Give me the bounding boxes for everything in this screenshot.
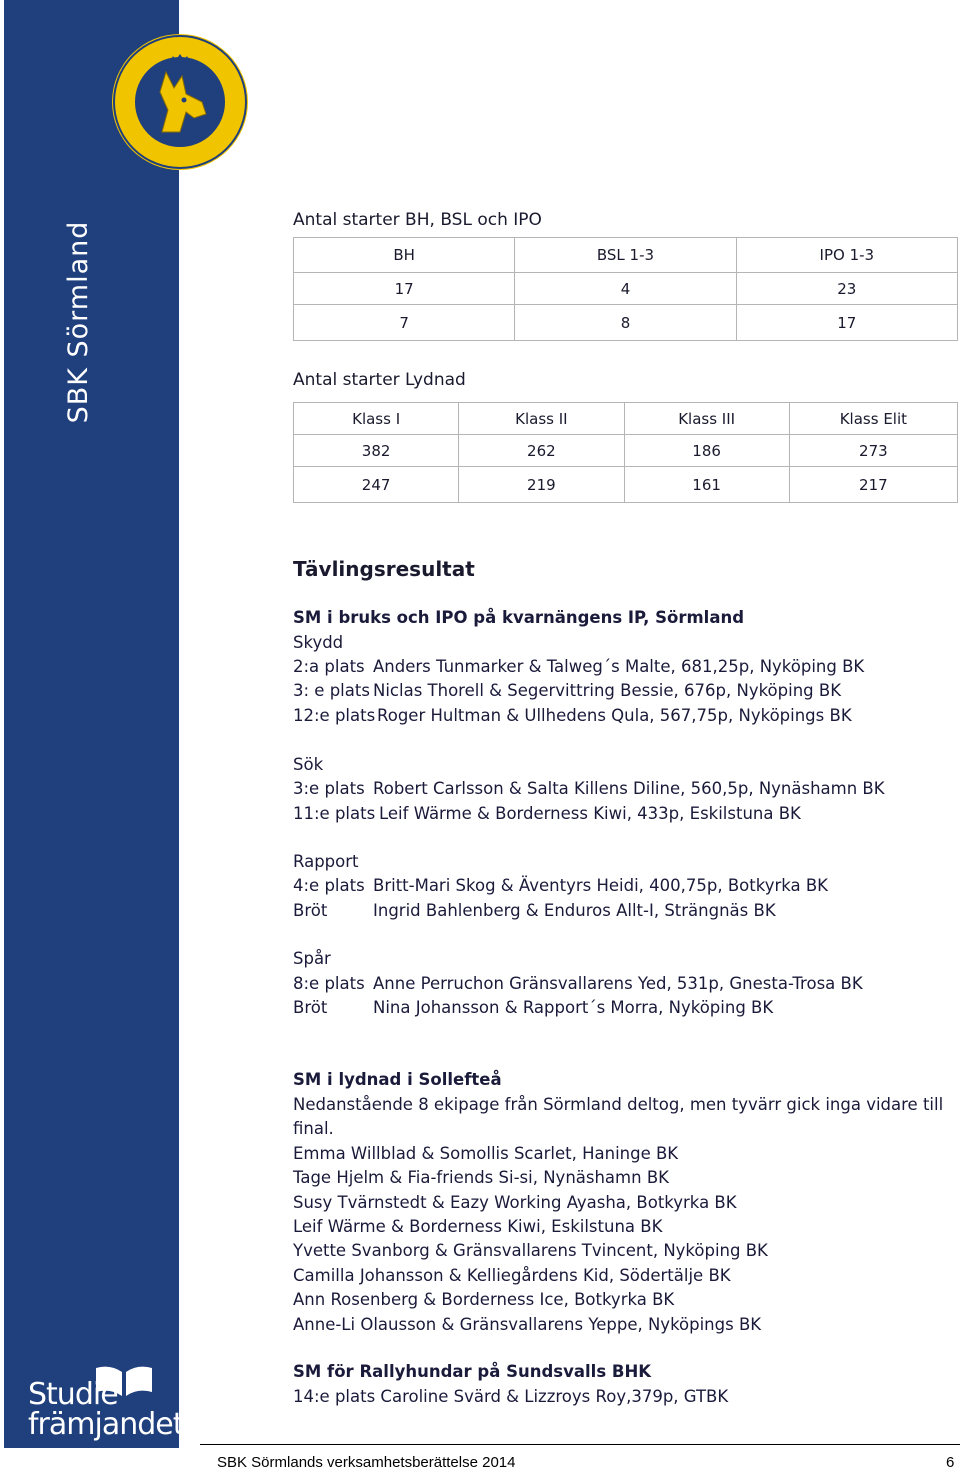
result-text: Anne Perruchon Gränsvallarens Yed, 531p, Gnesta-Trosa BK [373, 974, 863, 993]
result-place: 2:a plats [293, 657, 365, 676]
list-item: Yvette Svanborg & Gränsvallarens Tvincent, Nyköping BK [293, 1241, 768, 1260]
table-header-cell: Klass I [294, 403, 459, 435]
table-cell: 7 [294, 305, 515, 341]
table-cell: 247 [294, 467, 459, 503]
result-text: Britt-Mari Skog & Äventyrs Heidi, 400,75p, Botkyrka BK [373, 876, 829, 895]
result-text: Robert Carlsson & Salta Killens Diline, 560,5p, Nynäshamn BK [373, 779, 885, 798]
spar-label: Spår [293, 949, 331, 968]
table-cell: 382 [294, 435, 459, 467]
result-place: Bröt [293, 901, 328, 920]
table-cell: 17 [294, 273, 515, 305]
sm-rally-heading: SM för Rallyhundar på Sundsvalls BHK [293, 1362, 652, 1381]
list-item: Camilla Johansson & Kelliegårdens Kid, Södertälje BK [293, 1266, 731, 1285]
results-title: Tävlingsresultat [293, 557, 475, 581]
table-cell: 23 [736, 273, 957, 305]
sm-lydnad-intro-cont: final. [293, 1119, 334, 1138]
sm-lydnad-heading: SM i lydnad i Sollefteå [293, 1070, 502, 1089]
table-cell: 219 [459, 467, 624, 503]
table1-heading: Antal starter BH, BSL och IPO [293, 210, 542, 230]
list-item: Emma Willblad & Somollis Scarlet, Haninge BK [293, 1144, 679, 1163]
result-row [293, 657, 865, 676]
table2-heading: Antal starter Lydnad [293, 370, 466, 390]
table-cell: 273 [789, 435, 957, 467]
table-cell: 4 [515, 273, 736, 305]
sbk-seal-icon [110, 32, 250, 172]
result-row [293, 974, 863, 993]
list-item: Anne-Li Olausson & Gränsvallarens Yeppe, Nyköpings BK [293, 1315, 762, 1334]
result-row [293, 876, 829, 895]
page-number: 6 [946, 1454, 955, 1471]
sidebar-title: SBK Sörmland [63, 220, 94, 424]
sm-bruks-heading: SM i bruks och IPO på kvarnängens IP, Sörmland [293, 608, 745, 627]
result-row [293, 901, 776, 920]
table-cell: 8 [515, 305, 736, 341]
list-item: Tage Hjelm & Fia-friends Si-si, Nynäshamn BK [293, 1168, 669, 1187]
table-header-cell: Klass Elit [789, 403, 957, 435]
result-text: Anders Tunmarker & Talweg´s Malte, 681,25p, Nyköping BK [373, 657, 865, 676]
list-item: Leif Wärme & Borderness Kiwi, Eskilstuna BK [293, 1217, 663, 1236]
result-place: Bröt [293, 998, 328, 1017]
footer-text: SBK Sörmlands verksamhetsberättelse 2014 [217, 1454, 516, 1471]
result-place: 4:e plats [293, 876, 365, 895]
table-bh-bsl-ipo [293, 237, 958, 341]
result-text: Niclas Thorell & Segervittring Bessie, 676p, Nyköping BK [373, 681, 842, 700]
table-header-cell: Klass II [459, 403, 624, 435]
table-cell: 161 [624, 467, 789, 503]
result-place: 3:e plats [293, 779, 365, 798]
table-lydnad [293, 402, 958, 503]
logo-word-framjandet: främjandet [28, 1407, 184, 1442]
result-place: 8:e plats [293, 974, 365, 993]
sm-lydnad-intro: Nedanstående 8 ekipage från Sörmland deltog, men tyvärr gick inga vidare till [293, 1095, 944, 1114]
result-text: Leif Wärme & Borderness Kiwi, 433p, Eskilstuna BK [379, 804, 801, 823]
list-item: Susy Tvärnstedt & Eazy Working Ayasha, Botkyrka BK [293, 1193, 737, 1212]
result-row [293, 681, 842, 700]
result-text: Ingrid Bahlenberg & Enduros Allt-I, Strängnäs BK [373, 901, 776, 920]
sok-label: Sök [293, 755, 324, 774]
result-text: Nina Johansson & Rapport´s Morra, Nyköping BK [373, 998, 774, 1017]
table-header-cell: Klass III [624, 403, 789, 435]
table-header-cell: BH [294, 238, 515, 273]
table-header-cell: BSL 1-3 [515, 238, 736, 273]
table-cell: 217 [789, 467, 957, 503]
result-place: 11:e plats [293, 804, 376, 823]
sm-rally-line: 14:e plats Caroline Svärd & Lizzroys Roy,379p, GTBK [293, 1387, 729, 1406]
list-item: Ann Rosenberg & Borderness Ice, Botkyrka BK [293, 1290, 675, 1309]
table-cell: 186 [624, 435, 789, 467]
table-cell: 262 [459, 435, 624, 467]
rapport-label: Rapport [293, 852, 359, 871]
logo-word-studie: Studie [28, 1377, 118, 1412]
table-cell: 17 [736, 305, 957, 341]
result-text: Roger Hultman & Ullhedens Qula, 567,75p, Nyköpings BK [377, 706, 852, 725]
skydd-label: Skydd [293, 633, 344, 652]
result-row [293, 779, 885, 798]
result-place: 3: e plats [293, 681, 370, 700]
sidebar [4, 0, 184, 1448]
result-row [293, 706, 852, 725]
result-row [293, 998, 774, 1017]
result-row [293, 804, 801, 823]
table-header-cell: IPO 1-3 [736, 238, 957, 273]
footer-divider [200, 1444, 960, 1445]
result-place: 12:e plats [293, 706, 376, 725]
studiefrämjandet-logo [22, 1362, 184, 1446]
